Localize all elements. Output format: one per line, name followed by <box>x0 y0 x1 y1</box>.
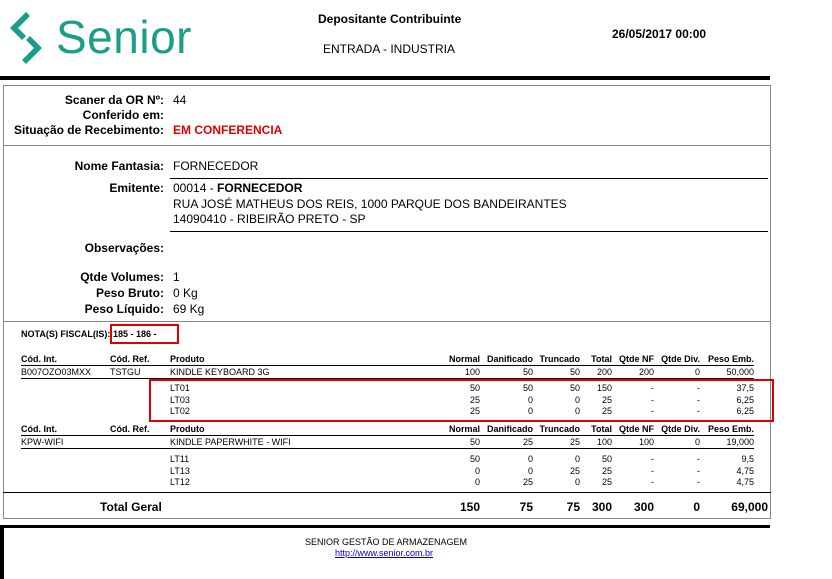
lot-total: 150 <box>596 383 612 393</box>
lot-total: 25 <box>601 477 612 487</box>
lot-qtde-nf: - <box>651 454 654 464</box>
lot-code: LT01 <box>170 383 190 393</box>
product-danificado: 50 <box>522 367 533 377</box>
section-divider <box>3 145 771 146</box>
volumes-value: 1 <box>173 270 180 284</box>
product-name: KINDLE PAPERWHITE - WIFI <box>170 437 291 447</box>
observacoes-label: Observações: <box>84 241 164 255</box>
lot-qtde-nf: - <box>651 406 654 416</box>
emitente-top-rule <box>170 178 768 179</box>
lot-total: 25 <box>601 466 612 476</box>
lot-qtde-div: - <box>697 395 700 405</box>
product-qtde-div: 0 <box>694 437 700 447</box>
product-total: 100 <box>596 437 612 447</box>
left-edge-bar <box>0 528 4 579</box>
product-truncado: 25 <box>569 437 580 447</box>
lot-peso-emb: 37,5 <box>736 383 754 393</box>
product-name: KINDLE KEYBOARD 3G <box>170 367 270 377</box>
total-total: 300 <box>591 500 612 514</box>
product-qtde-div: 0 <box>694 367 700 377</box>
fantasia-value: FORNECEDOR <box>173 159 259 173</box>
situacao-value: EM CONFERENCIA <box>173 123 283 137</box>
section-divider <box>3 321 771 322</box>
lot-truncado: 0 <box>574 395 580 405</box>
product-peso-emb: 50,000 <box>726 367 754 377</box>
lot-qtde-div: - <box>697 406 700 416</box>
lot-normal: 25 <box>469 395 480 405</box>
product-cod-int: KPW-WIFI <box>21 437 64 447</box>
lot-truncado: 0 <box>574 477 580 487</box>
conferido-label: Conferido em: <box>82 108 164 122</box>
total-peso-emb: 69,000 <box>731 500 768 514</box>
table-header-rule <box>21 365 754 366</box>
lot-qtde-div: - <box>697 454 700 464</box>
lot-normal: 50 <box>469 454 480 464</box>
lot-peso-emb: 4,75 <box>736 477 754 487</box>
lot-danificado: 50 <box>522 383 533 393</box>
footer-divider <box>0 525 770 528</box>
footer-link[interactable]: http://www.senior.com.br <box>335 548 434 558</box>
col-peso-emb: Peso Emb. <box>707 354 754 364</box>
senior-logo-icon <box>4 10 48 66</box>
col-produto: Produto <box>170 424 205 434</box>
lot-peso-emb: 6,25 <box>736 406 754 416</box>
report-title: Depositante Contribuinte <box>318 12 462 26</box>
lot-truncado: 0 <box>574 406 580 416</box>
table-header-rule <box>21 435 754 436</box>
lot-normal: 0 <box>474 466 480 476</box>
col-qtde-nf: Qtde NF <box>619 354 654 364</box>
emitente-city: 14090410 - RIBEIRÃO PRETO - SP <box>173 212 366 226</box>
scaner-label: Scaner da OR Nº: <box>64 93 164 107</box>
col-cod-int: Cód. Int. <box>21 424 57 434</box>
col-cod-ref: Cód. Ref. <box>110 424 150 434</box>
lot-code: LT02 <box>170 406 190 416</box>
product-normal: 100 <box>464 367 480 377</box>
bruto-value: 0 Kg <box>173 286 198 300</box>
lot-peso-emb: 9,5 <box>741 454 754 464</box>
lot-normal: 50 <box>469 383 480 393</box>
col-danificado: Danificado <box>486 424 533 434</box>
product-qtde-nf: 200 <box>638 367 654 377</box>
total-danificado: 75 <box>519 500 533 514</box>
lot-qtde-div: - <box>697 383 700 393</box>
lot-qtde-div: - <box>697 466 700 476</box>
col-truncado: Truncado <box>539 424 580 434</box>
lot-danificado: 0 <box>527 466 533 476</box>
col-normal: Normal <box>448 424 480 434</box>
lot-normal: 0 <box>474 477 480 487</box>
total-qtde-div: 0 <box>693 500 700 514</box>
lot-total: 25 <box>601 395 612 405</box>
logo-wordmark: Senior <box>56 11 192 63</box>
lot-total: 50 <box>601 454 612 464</box>
header-divider <box>0 76 770 80</box>
product-danificado: 25 <box>522 437 533 447</box>
emitente-name: FORNECEDOR <box>217 181 303 195</box>
volumes-label: Qtde Volumes: <box>80 270 164 284</box>
senior-logo <box>4 8 204 64</box>
lot-qtde-nf: - <box>651 466 654 476</box>
lot-peso-emb: 6,25 <box>736 395 754 405</box>
col-truncado: Truncado <box>539 354 580 364</box>
liquido-label: Peso Líquido: <box>84 302 164 316</box>
col-qtde-nf: Qtde NF <box>619 424 654 434</box>
total-geral-label: Total Geral <box>100 500 162 514</box>
product-normal: 50 <box>469 437 480 447</box>
col-cod-ref: Cód. Ref. <box>110 354 150 364</box>
col-danificado: Danificado <box>486 354 533 364</box>
emitente-bottom-rule <box>170 231 768 232</box>
report-datetime: 26/05/2017 00:00 <box>612 27 707 41</box>
col-total: Total <box>591 354 612 364</box>
emitente-code: 00014 - <box>173 181 218 195</box>
bruto-label: Peso Bruto: <box>95 286 164 300</box>
fantasia-label: Nome Fantasia: <box>74 159 164 173</box>
total-qtde-nf: 300 <box>633 500 654 514</box>
lot-qtde-nf: - <box>651 395 654 405</box>
col-peso-emb: Peso Emb. <box>707 424 754 434</box>
lot-danificado: 0 <box>527 395 533 405</box>
scaner-value: 44 <box>173 93 187 107</box>
lot-truncado: 50 <box>569 383 580 393</box>
lot-code: LT11 <box>170 454 190 464</box>
product-cod-int: B007OZO03MXX <box>21 367 92 377</box>
report-subtitle: ENTRADA - INDUSTRIA <box>323 42 456 56</box>
liquido-value: 69 Kg <box>173 302 205 316</box>
lot-truncado: 25 <box>569 466 580 476</box>
lot-danificado: 0 <box>527 406 533 416</box>
lot-code: LT13 <box>170 466 190 476</box>
total-normal: 150 <box>459 500 480 514</box>
product-cod-ref: TSTGU <box>110 367 141 377</box>
col-produto: Produto <box>170 354 205 364</box>
lot-code: LT12 <box>170 477 190 487</box>
col-cod-int: Cód. Int. <box>21 354 57 364</box>
row-rule <box>21 448 754 449</box>
totals-top-rule <box>3 492 771 493</box>
lot-truncado: 0 <box>574 454 580 464</box>
lot-qtde-nf: - <box>651 477 654 487</box>
total-truncado: 75 <box>566 500 580 514</box>
nota-fiscal-value: 185 - 186 - <box>113 329 157 339</box>
lot-danificado: 25 <box>522 477 533 487</box>
lot-total: 25 <box>601 406 612 416</box>
nota-fiscal-label: NOTA(S) FISCAL(IS): <box>21 329 111 339</box>
emitente-line <box>173 181 302 195</box>
product-peso-emb: 19,000 <box>726 437 754 447</box>
lot-peso-emb: 4,75 <box>736 466 754 476</box>
product-truncado: 50 <box>569 367 580 377</box>
situacao-label: Situação de Recebimento: <box>13 123 164 137</box>
emitente-address: RUA JOSÉ MATHEUS DOS REIS, 1000 PARQUE DOS BANDEIRANTES <box>173 197 567 211</box>
lot-qtde-nf: - <box>651 383 654 393</box>
lot-danificado: 0 <box>527 454 533 464</box>
col-normal: Normal <box>448 354 480 364</box>
col-total: Total <box>591 424 612 434</box>
col-qtde-div: Qtde Div. <box>661 424 700 434</box>
lot-code: LT03 <box>170 395 190 405</box>
product-total: 200 <box>596 367 612 377</box>
emitente-label: Emitente: <box>109 181 164 195</box>
col-qtde-div: Qtde Div. <box>661 354 700 364</box>
lot-normal: 25 <box>469 406 480 416</box>
product-qtde-nf: 100 <box>638 437 654 447</box>
lot-qtde-div: - <box>697 477 700 487</box>
footer-company: SENIOR GESTÃO DE ARMAZENAGEM <box>305 537 468 547</box>
